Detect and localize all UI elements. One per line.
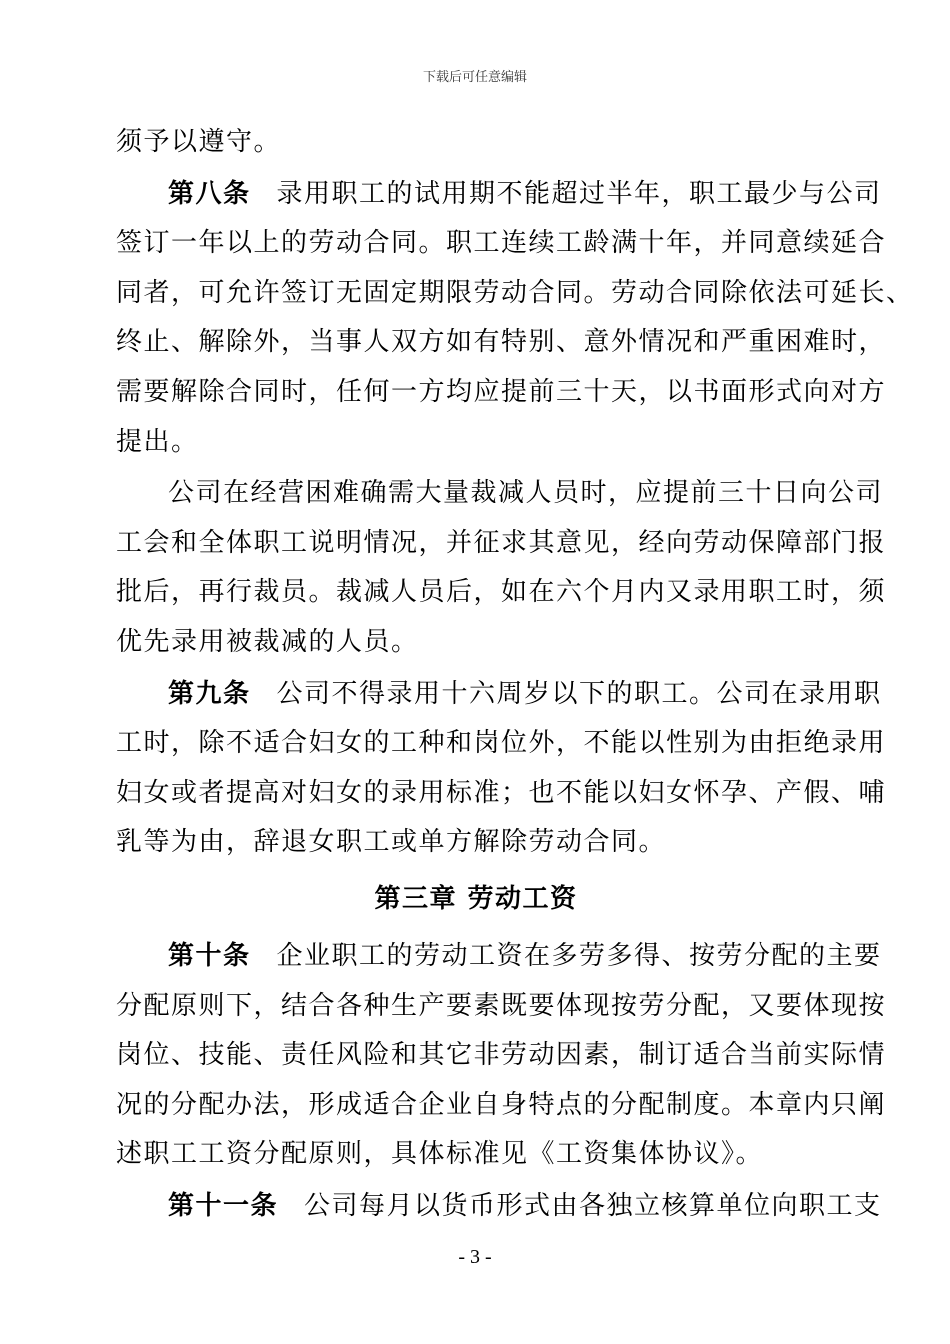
article-9-first-line — [116, 670, 882, 720]
paragraph-line: 分配原则下，结合各种生产要素既要体现按劳分配，又要体现按 — [116, 990, 887, 1021]
paragraph-line: 公司不得录用十六周岁以下的职工。公司在录用职 — [276, 678, 882, 709]
paragraph-line: 录用职工的试用期不能超过半年，职工最少与公司 — [276, 178, 882, 209]
paragraph-line: 签订一年以上的劳动合同。职工连续工龄满十年，并同意续延合 — [116, 228, 887, 259]
article-11-label: 第十一条 — [168, 1190, 279, 1221]
chapter-heading: 第三章 劳动工资 — [374, 883, 578, 914]
paragraph-line: 同者，可允许签订无固定期限劳动合同。劳动合同除依法可延长、 — [116, 277, 914, 308]
paragraph-line: 岗位、技能、责任风险和其它非劳动因素，制订适合当前实际情 — [116, 1040, 887, 1071]
page-number: - 3 - — [458, 1246, 492, 1268]
paragraph-line: 公司每月以货币形式由各独立核算单位向职工支 — [304, 1190, 882, 1221]
paragraph-line: 工时，除不适合妇女的工种和岗位外，不能以性别为由拒绝录用 — [116, 728, 887, 759]
paragraph-line: 提出。 — [116, 426, 199, 457]
paragraph-line: 需要解除合同时，任何一方均应提前三十天，以书面形式向对方 — [116, 376, 887, 407]
article-9-label: 第九条 — [168, 678, 251, 709]
paragraph-line: 乳等为由，辞退女职工或单方解除劳动合同。 — [116, 827, 667, 858]
article-10-first-line — [116, 932, 882, 982]
paragraph-line: 须予以遵守。 — [116, 127, 282, 157]
paragraph-line: 妇女或者提高对妇女的录用标准；也不能以妇女怀孕、产假、哺 — [116, 777, 887, 808]
article-10-label: 第十条 — [168, 940, 251, 971]
paragraph-line: 终止、解除外，当事人双方如有特别、意外情况和严重困难时， — [116, 327, 887, 358]
paragraph-line: 优先录用被裁减的人员。 — [116, 626, 419, 657]
paragraph-line: 企业职工的劳动工资在多劳多得、按劳分配的主要 — [276, 940, 882, 971]
paragraph-line: 公司在经营困难确需大量裁减人员时，应提前三十日向公司 — [168, 478, 884, 509]
paragraph-line: 批后，再行裁员。裁减人员后，如在六个月内又录用职工时，须 — [116, 577, 887, 608]
article-8-first-line — [116, 170, 882, 220]
page-header-note: 下载后可任意编辑 — [422, 70, 527, 85]
article-8-label: 第八条 — [168, 178, 251, 209]
paragraph-line: 述职工工资分配原则，具体标准见《工资集体协议》。 — [116, 1139, 764, 1170]
paragraph-line: 工会和全体职工说明情况，并征求其意见，经向劳动保障部门报 — [116, 527, 887, 558]
paragraph-line: 况的分配办法，形成适合企业自身特点的分配制度。本章内只阐 — [116, 1089, 887, 1120]
article-11-first-line — [116, 1182, 882, 1232]
document-body — [116, 118, 914, 1231]
